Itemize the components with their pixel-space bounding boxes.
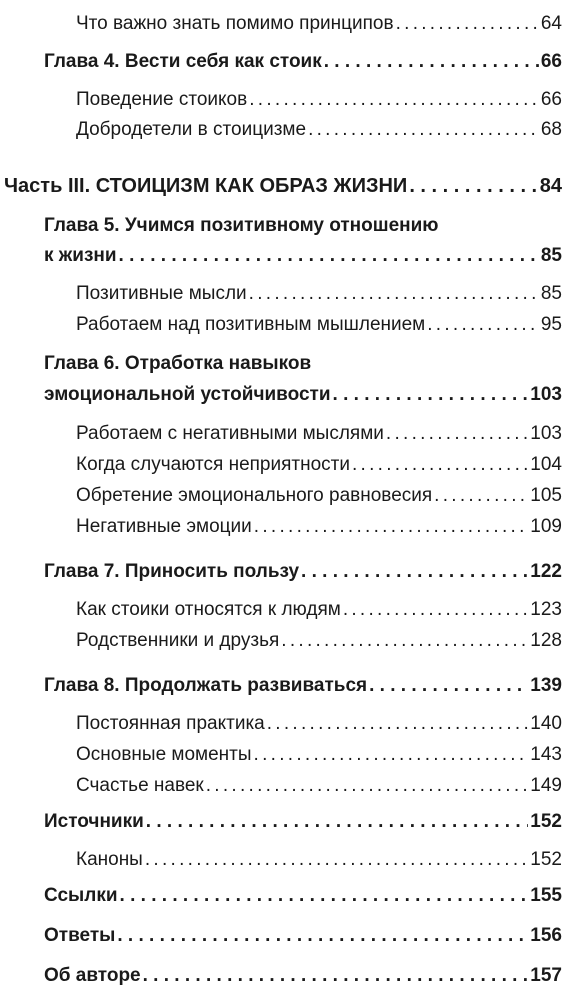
toc-page-number: 140 [530, 713, 562, 734]
toc-page-number: 84 [539, 175, 562, 197]
toc-chapter[interactable] [44, 960, 562, 992]
dot-leader [352, 449, 528, 481]
toc-chapter[interactable] [44, 920, 562, 952]
toc-chapter-title: Об авторе [44, 965, 141, 986]
toc-entry-title: Родственники и друзья [76, 630, 280, 651]
dot-leader [206, 770, 529, 802]
toc-entry[interactable] [76, 511, 562, 543]
toc-entry[interactable] [76, 708, 562, 740]
toc-chapter-title: эмоциональной устойчивости [44, 384, 331, 405]
dot-leader [301, 556, 528, 588]
toc-chapter-title-line1: Глава 5. Учимся позитивному отношению [44, 215, 439, 236]
dot-leader [324, 46, 539, 78]
toc-chapter[interactable] [44, 670, 562, 702]
toc-entry[interactable] [76, 739, 562, 771]
toc-entry-title: Каноны [76, 849, 143, 870]
toc-entry[interactable] [76, 309, 562, 341]
toc-entry[interactable] [76, 114, 562, 146]
toc-chapter[interactable] [44, 46, 562, 78]
dot-leader [281, 625, 528, 657]
dot-leader [308, 114, 539, 146]
toc-page-number: 123 [530, 599, 562, 620]
dot-leader [254, 739, 529, 771]
toc-entry[interactable] [76, 278, 562, 310]
toc-chapter[interactable] [44, 240, 562, 272]
toc-chapter-title: к жизни [44, 245, 117, 266]
toc-page-number: 66 [540, 89, 562, 110]
toc-entry-title: Поведение стоиков [76, 89, 248, 110]
dot-leader [117, 920, 528, 952]
toc-page-number: 85 [540, 245, 562, 266]
toc-entry[interactable] [76, 770, 562, 802]
toc-entry[interactable] [76, 449, 562, 481]
toc-part[interactable] [4, 170, 562, 202]
toc-chapter[interactable] [44, 379, 562, 411]
toc-chapter[interactable] [44, 556, 562, 588]
toc-page-number: 64 [540, 13, 562, 34]
toc-page-number: 122 [530, 561, 562, 582]
toc-page-number: 139 [530, 675, 562, 696]
toc-entry[interactable] [76, 480, 562, 512]
toc-entry[interactable] [76, 84, 562, 116]
dot-leader [386, 418, 528, 450]
dot-leader [333, 379, 529, 411]
toc-entry-title: Обретение эмоционального равновесия [76, 485, 433, 506]
dot-leader [254, 511, 529, 543]
toc-page-number: 68 [540, 119, 562, 140]
toc-page-number: 85 [540, 283, 562, 304]
dot-leader [343, 594, 528, 626]
toc-entry[interactable] [76, 594, 562, 626]
toc-page-number: 143 [530, 744, 562, 765]
dot-leader [145, 844, 528, 876]
dot-leader [396, 8, 539, 40]
toc-entry-title: Позитивные мысли [76, 283, 247, 304]
toc-entry[interactable] [76, 625, 562, 657]
dot-leader [434, 480, 528, 512]
toc-page-number: 105 [530, 485, 562, 506]
toc-entry-title: Как стоики относятся к людям [76, 599, 341, 620]
toc-page-number: 103 [530, 384, 562, 405]
toc-entry-title: Счастье навек [76, 775, 204, 796]
dot-leader [146, 806, 529, 838]
dot-leader [249, 84, 539, 116]
toc-entry-title: Когда случаются неприятности [76, 454, 350, 475]
toc-page-number: 156 [530, 925, 562, 946]
toc-chapter-title: Глава 8. Продолжать развиваться [44, 675, 368, 696]
toc-page-number: 152 [530, 849, 562, 870]
toc-entry[interactable] [76, 844, 562, 876]
toc-page-number: 66 [540, 51, 562, 72]
toc-chapter-title: Источники [44, 811, 144, 832]
dot-leader [120, 880, 529, 912]
toc-page-number: 128 [530, 630, 562, 651]
dot-leader [369, 670, 528, 702]
toc-chapter-title: Глава 4. Вести себя как стоик [44, 51, 322, 72]
toc-page-number: 109 [530, 516, 562, 537]
toc-page-number: 157 [530, 965, 562, 986]
toc-chapter-title: Ответы [44, 925, 116, 946]
toc-page-number: 155 [530, 885, 562, 906]
toc-chapter[interactable] [44, 880, 562, 912]
toc-entry[interactable] [76, 8, 562, 40]
toc-entry-title: Негативные эмоции [76, 516, 252, 537]
toc-part-title: Часть III. СТОИЦИЗМ КАК ОБРАЗ ЖИЗНИ [4, 175, 408, 197]
toc-page-number: 104 [530, 454, 562, 475]
toc-entry-title: Что важно знать помимо принципов [76, 13, 394, 34]
dot-leader [119, 240, 539, 272]
toc-page-number: 103 [530, 423, 562, 444]
dot-leader [427, 309, 539, 341]
toc-page-number: 95 [540, 314, 562, 335]
toc-chapter-title: Ссылки [44, 885, 118, 906]
toc-entry-title: Работаем с негативными мыслями [76, 423, 384, 444]
toc-page-number: 149 [530, 775, 562, 796]
toc-page-number: 152 [530, 811, 562, 832]
toc-entry-title: Работаем над позитивным мышлением [76, 314, 426, 335]
dot-leader [409, 170, 537, 202]
toc-entry-title: Постоянная практика [76, 713, 265, 734]
toc-chapter[interactable] [44, 806, 562, 838]
dot-leader [143, 960, 529, 992]
dot-leader [267, 708, 529, 740]
toc-chapter-title-line1: Глава 6. Отработка навыков [44, 353, 312, 374]
dot-leader [249, 278, 539, 310]
toc-entry[interactable] [76, 418, 562, 450]
toc-chapter-title: Глава 7. Приносить пользу [44, 561, 300, 582]
toc-entry-title: Добродетели в стоицизме [76, 119, 307, 140]
toc-entry-title: Основные моменты [76, 744, 252, 765]
